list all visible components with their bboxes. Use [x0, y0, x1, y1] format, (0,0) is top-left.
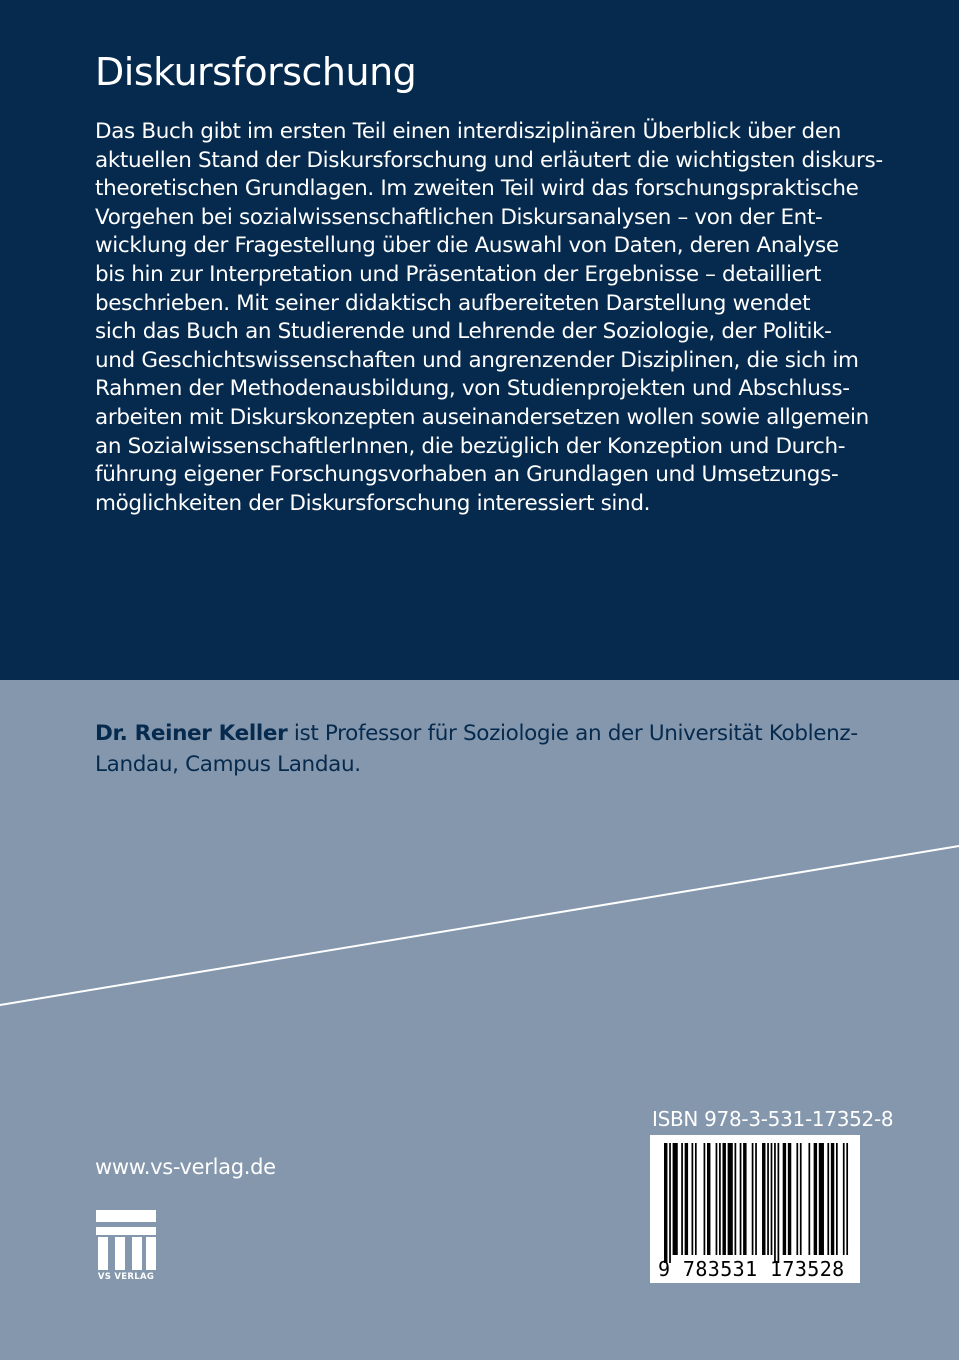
- barcode-bar: [719, 1143, 721, 1255]
- barcode-bar: [669, 1143, 671, 1263]
- vs-verlag-logo-icon: [96, 1210, 156, 1284]
- barcode-bar: [762, 1143, 765, 1255]
- barcode-bar: [722, 1143, 725, 1255]
- barcode-bar: [796, 1143, 798, 1255]
- description-line: beschrieben. Mit seiner didaktisch aufbereiteten Darstellung wendet: [95, 290, 811, 316]
- barcode-bar: [743, 1143, 746, 1255]
- barcode-bar: [808, 1143, 810, 1255]
- description-line: aktuellen Stand der Diskursforschung und erläutert die wichtigsten diskurs-: [95, 147, 883, 173]
- barcode-bar: [778, 1143, 780, 1263]
- description-line: führung eigener Forschungsvorhaben an Grundlagen und Umsetzungs-: [95, 462, 839, 488]
- barcode-bar: [819, 1143, 824, 1255]
- barcode-bar: [692, 1143, 694, 1255]
- barcode-bar: [767, 1143, 769, 1255]
- description-line: an SozialwissenschaftlerInnen, die bezüglich der Konzeption und Durch-: [95, 433, 846, 459]
- barcode-bar: [752, 1143, 754, 1255]
- description-line: Rahmen der Methodenausbildung, von Studienprojekten und Abschluss-: [95, 376, 850, 402]
- barcode-bar: [707, 1143, 710, 1255]
- barcode-bar: [735, 1143, 737, 1255]
- barcode-bar: [814, 1143, 817, 1255]
- barcode-bar: [831, 1143, 834, 1255]
- barcode-bar: [846, 1143, 848, 1255]
- author-bio-line: [95, 718, 895, 749]
- author-bio: [95, 718, 895, 780]
- barcode-bar: [673, 1143, 678, 1255]
- book-description: [95, 118, 883, 518]
- barcode-bar: [664, 1143, 667, 1263]
- ean13-barcode-icon: [650, 1135, 860, 1283]
- author-bio-line: Landau, Campus Landau.: [95, 752, 361, 777]
- barcode-bar: [685, 1143, 688, 1255]
- barcode-bar: [755, 1143, 757, 1255]
- barcode-bar: [788, 1143, 791, 1255]
- description-line: Vorgehen bei sozialwissenschaftlichen Diskursanalysen – von der Ent-: [95, 204, 823, 230]
- description-line: arbeiten mit Diskurskonzepten auseinandersetzen wollen sowie allgemein: [95, 404, 869, 430]
- barcode-bar: [695, 1143, 697, 1255]
- barcode-bar: [704, 1143, 706, 1255]
- publisher-website-link[interactable]: www.vs-verlag.de: [95, 1155, 276, 1179]
- barcode-bar: [800, 1143, 802, 1255]
- barcode-bar: [843, 1143, 845, 1255]
- barcode-bar: [827, 1143, 829, 1255]
- barcode-bar: [728, 1143, 733, 1255]
- publisher-logo-text: VS VERLAG: [97, 1272, 155, 1282]
- barcode-bar: [774, 1143, 776, 1263]
- description-line: bis hin zur Interpretation und Präsentation der Ergebnisse – detailliert: [95, 261, 822, 287]
- description-line: Das Buch gibt im ersten Teil einen interdisziplinären Überblick über den: [95, 119, 841, 144]
- barcode-bar: [783, 1143, 786, 1255]
- description-line: möglichkeiten der Diskursforschung interessiert sind.: [95, 490, 651, 516]
- barcode-digits: 9 783531 173528: [658, 1257, 845, 1281]
- book-title: Diskursforschung: [95, 50, 417, 94]
- isbn-number: ISBN 978-3-531-17352-8: [652, 1107, 894, 1131]
- description-line: wicklung der Fragestellung über die Auswahl von Daten, deren Analyse: [95, 233, 839, 259]
- description-line: theoretischen Grundlagen. Im zweiten Teil wird das forschungspraktische: [95, 176, 859, 202]
- description-line: sich das Buch an Studierende und Lehrende der Soziologie, der Politik-: [95, 319, 832, 345]
- description-line: und Geschichtswissenschaften und angrenzender Disziplinen, die sich im: [95, 347, 859, 373]
- barcode-bar: [716, 1143, 718, 1255]
- author-bio-text: ist Professor für Soziologie an der Universität Koblenz-: [287, 721, 858, 746]
- author-name: Dr. Reiner Keller: [95, 721, 288, 746]
- barcode-bar: [836, 1143, 838, 1255]
- barcode-bar: [771, 1143, 773, 1255]
- barcode-bar: [681, 1143, 683, 1255]
- barcode-bar: [740, 1143, 742, 1255]
